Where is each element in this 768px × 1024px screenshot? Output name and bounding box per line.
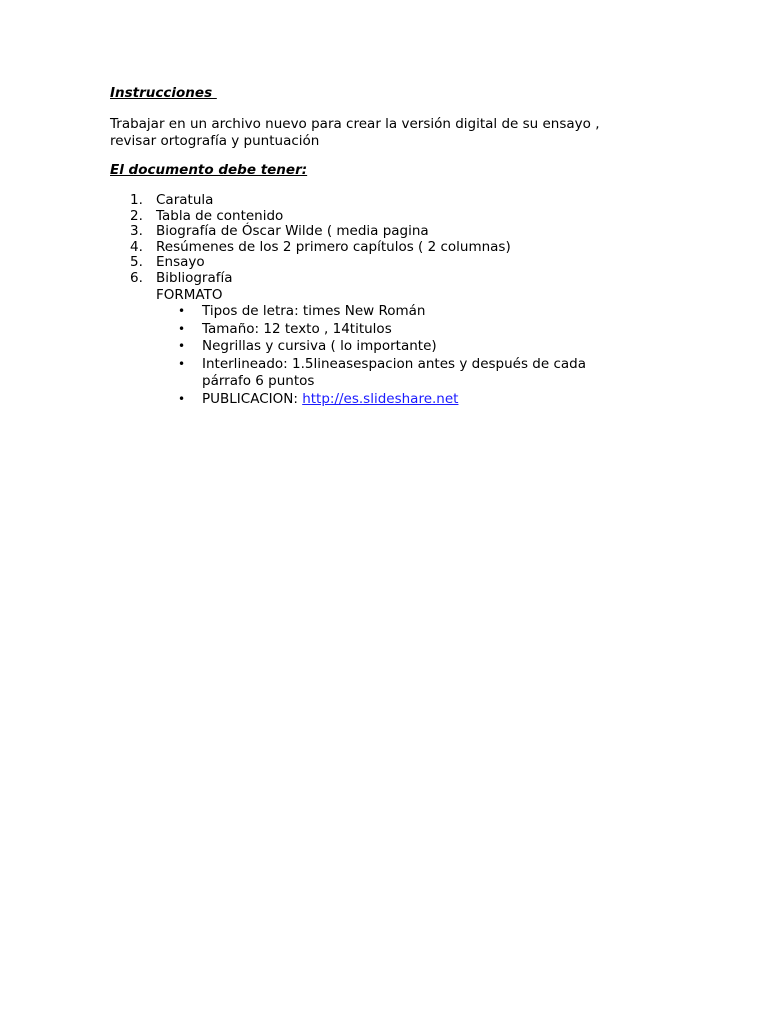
list-item-text: Biografía de Óscar Wilde ( media pagina: [156, 223, 429, 240]
list-item-number: 2.: [130, 207, 143, 224]
instructions-heading: Instrucciones: [110, 85, 217, 101]
list-item-text: Resúmenes de los 2 primero capítulos ( 2 columnas): [156, 238, 511, 255]
bullet-text: Negrillas y cursiva ( lo importante): [202, 338, 437, 354]
list-item-text: Ensayo: [156, 254, 205, 271]
bullet-text: Interlineado: 1.5lineasespacion antes y después de cada párrafo 6 puntos: [202, 355, 586, 389]
list-item: [110, 209, 710, 225]
list-item-text: Caratula: [156, 192, 214, 208]
intro-line-1: Trabajar en un archivo nuevo para crear la versión digital de su ensayo ,: [110, 116, 600, 132]
bullet-item-publicacion: [156, 391, 636, 409]
bullet-icon: •: [178, 356, 186, 371]
list-item-number: 3.: [130, 223, 143, 240]
list-item: [110, 193, 710, 209]
list-item-number: 4.: [130, 238, 143, 255]
formato-label: FORMATO: [156, 287, 223, 303]
bullet-icon: •: [178, 321, 186, 336]
bullet-list: [156, 303, 636, 408]
list-item: [110, 255, 710, 271]
bullet-text: Tipos de letra: times New Román: [202, 303, 426, 319]
bullet-item: [156, 338, 636, 356]
numbered-list: [110, 193, 710, 287]
intro-line-2: revisar ortografía y puntuación: [110, 133, 320, 149]
list-item-text: Tabla de contenido: [156, 207, 284, 224]
bullet-text: Tamaño: 12 texto , 14titulos: [202, 320, 392, 337]
list-item-number: 6.: [130, 269, 143, 286]
list-item: [110, 240, 710, 256]
list-item-text: Bibliografía: [156, 269, 233, 286]
bullet-icon: •: [178, 339, 186, 353]
bullet-item: [156, 303, 636, 321]
bullet-icon: •: [178, 304, 186, 318]
bullet-item: [156, 321, 636, 339]
requirements-heading: El documento debe tener:: [110, 162, 308, 178]
bullet-item: [156, 356, 636, 391]
intro-paragraph: [110, 116, 670, 150]
list-item: [110, 271, 710, 287]
publicacion-link[interactable]: http://es.slideshare.net: [302, 390, 459, 407]
bullet-icon: •: [178, 391, 186, 406]
publicacion-label: PUBLICACION:: [202, 390, 303, 407]
list-item-number: 1.: [130, 192, 143, 208]
list-item: [110, 224, 710, 240]
list-item-number: 5.: [130, 254, 143, 271]
